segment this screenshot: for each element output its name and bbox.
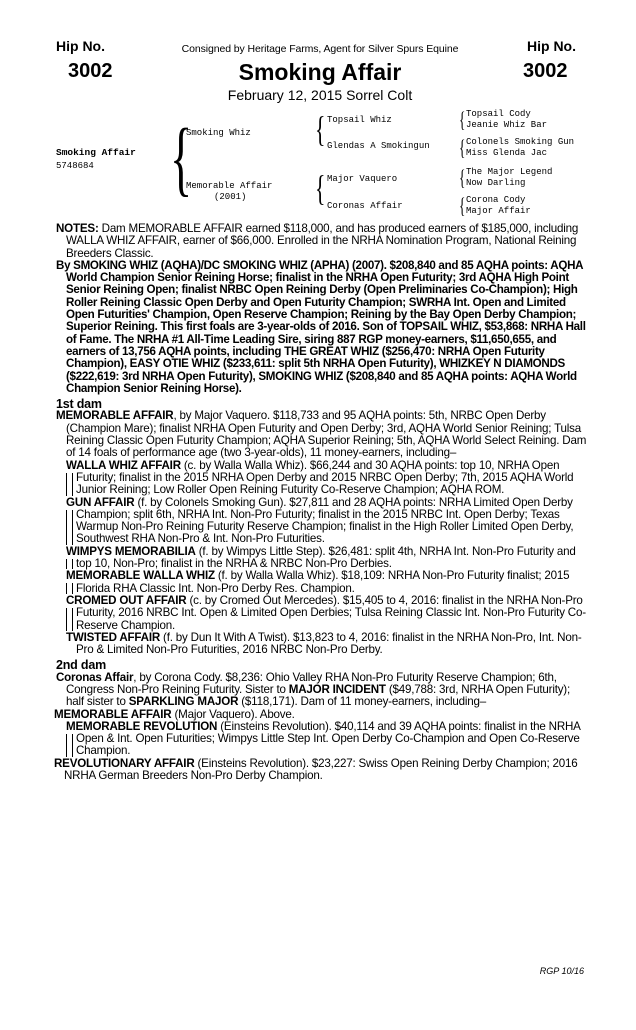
produce-entry: [56, 721, 588, 758]
notes-label: NOTES:: [56, 222, 99, 235]
pedigree-reg-number: 5748684: [56, 161, 94, 171]
pedigree-g8: Major Affair: [466, 206, 531, 216]
first-dam-text: , by Major Vaquero. $118,733 and 95 AQHA points: 5th, NRBC Open Derby (Champion Mare); finalist NRHA Open Futurity and Open Derby; 3rd, AQHA World Senior Reining; Tulsa Reining Classic Open Futurity Champion; AQHA Superior Reining; 5th, AQHA World Select Reining. Dam of 14 foals of performance age (two 3-year-olds), 11 money-earners, including–: [66, 409, 587, 460]
catalog-body: [56, 223, 588, 782]
second-dam-entry: [56, 672, 588, 709]
notes-paragraph: [56, 223, 588, 260]
pedigree-g1: Topsail Cody: [466, 109, 531, 119]
produce-name: MEMORABLE WALLA WHIZ: [66, 569, 215, 583]
produce-entry: [56, 460, 588, 497]
second-dam-half-sister: SPARKLING MAJOR: [128, 695, 239, 709]
pedigree-brace-g2: {: [459, 135, 466, 160]
hip-number-right: 3002: [523, 60, 568, 82]
second-dam-heading: 2nd dam: [56, 658, 106, 673]
produce-entry: [56, 570, 588, 595]
consignor-line: Consigned by Heritage Farms, Agent for Silver Spurs Equine: [181, 43, 459, 55]
produce-entry: [56, 497, 588, 546]
first-dam-heading: 1st dam: [56, 397, 102, 412]
produce-text: (f. by Colonels Smoking Gun). $27,811 and 28 AQHA points: NRHA Limited Open Derby Champion; split 6th, NRHA Int. Non-Pro Futurity; finalist in the 2015 NRBC Int. Open Derby; Texas Warmup Non-Pro Reining Futurity Reserve Champion; finalist in the High Roller Limited Open Derby, Southwest RHA Non-Pro & Int. Non-Pro Futurities.: [76, 495, 574, 546]
produce-name: WIMPYS MEMORABILIA: [66, 544, 196, 558]
hip-number-left: 3002: [68, 60, 113, 82]
pedigree-subject: Smoking Affair: [56, 147, 136, 158]
produce-text: (c. by Walla Walla Whiz). $66,244 and 30 AQHA points: top 10, NRHA Open Futurity; finalist in the 2015 NRHA Open Derby and 2015 NRBC Open Derby; 7th, 2015 AQHA World Junior Reining; Low Roller Open Reining Futurity Co-Reserve Champion; AQHA ROM.: [76, 458, 574, 497]
pedigree-brace-g1: {: [459, 107, 466, 132]
foaled-line: February 12, 2015 Sorrel Colt: [227, 87, 413, 103]
produce-text: (f. by Dun It With A Twist). $13,823 to 4, 2016: finalist in the NRHA Non-Pro, Int. Non-Pro & Limited Non-Pro Futurities, 2016 NRBC Non-Pro Derby.: [76, 630, 582, 657]
sire-paragraph: By SMOKING WHIZ (AQHA)/DC SMOKING WHIZ (APHA) (2007). $208,840 and 85 AQHA points: AQHA World Champion Senior Reining Horse; finalist in the NRHA Open Futurity; 3rd AQHA High Point Senior Reining Open; finalist NRBC Open Reining Derby (Open Preliminaries Co-Champion); High Roller Reining Classic Open Derby and Open Futurity Champion; SWRHA Int. Open and Limited Open Futurities' Champion, Open Reserve Champion; Reining by the Bay Open Derby Champion; Superior Reining. This first foals are 3-year-olds of 2016. Son of TOPSAIL WHIZ, $53,868: NRHA Hall of Fame. The NRHA #1 All-Time Leading Sire, siring 887 RGP money-earners, $11,650,655, and earners of 13,756 AQHA points, including THE GREAT WHIZ ($256,470: NRHA Open Futurity Champion), EASY OTIE WHIZ ($233,611: split 5th NRHA Open Futurity), WHIZKEY N DIAMONDS ($222,619: 3rd NRHA Open Futurity), SMOKING WHIZ ($208,840 and 85 AQHA points: AQHA World Champion Senior Reining Horse).: [56, 258, 586, 395]
produce-name: TWISTED AFFAIR: [66, 630, 161, 644]
produce-text: (c. by Cromed Out Mercedes). $15,405 to 4, 2016: finalist in the NRHA Non-Pro Futurity, 2016 NRBC Int. Open & Limited Open Derbies; Tulsa Reining Classic Int. Non-Pro Futurity Co-Reserve Champion.: [76, 593, 586, 632]
pedigree-dam-sire: Major Vaquero: [327, 174, 398, 184]
produce-text: (Einsteins Revolution). $23,227: Swiss Open Reining Derby Champion; 2016 NRHA German Breeders Non-Pro Derby Champion.: [64, 756, 578, 783]
produce-name: REVOLUTIONARY AFFAIR: [54, 756, 195, 770]
hip-label-left: Hip No.: [56, 38, 105, 54]
pedigree-dam-dam: Coronas Affair: [327, 201, 403, 211]
produce-text: (f. by Walla Walla Whiz). $18,109: NRHA Non-Pro Futurity finalist; 2015 Florida RHA Classic Int. Non-Pro Derby Res. Champion.: [76, 569, 570, 595]
second-dam-name: Coronas Affair: [56, 670, 134, 684]
first-dam-produce-list: [56, 460, 588, 657]
pedigree-brace-main: {: [170, 112, 193, 205]
pedigree-g3: Colonels Smoking Gun: [466, 137, 575, 147]
second-dam-text-3: ($118,171). Dam of 11 money-earners, including–: [238, 695, 486, 709]
produce-text: (f. by Wimpys Little Step). $26,481: split 4th, NRHA Int. Non-Pro Futurity and top 10, Non-Pro; finalist in the NRHA & NRBC Non-Pro Derbies.: [76, 544, 576, 571]
produce-entry: [56, 546, 588, 571]
produce-name: WALLA WHIZ AFFAIR: [66, 458, 181, 472]
first-dam-entry: [56, 410, 588, 459]
pedigree-brace-sire: {: [315, 109, 326, 149]
pedigree-brace-g3: {: [459, 165, 466, 190]
second-dam-text-2: ($49,788: 3rd, NRHA Open Futurity); half sister to: [66, 682, 570, 709]
pedigree-sire: Smoking Whiz: [186, 128, 251, 138]
pedigree-sire-sire: Topsail Whiz: [327, 115, 392, 125]
produce-entry: [56, 595, 588, 632]
hip-label-right: Hip No.: [527, 38, 576, 54]
pedigree-g6: Now Darling: [466, 178, 526, 188]
second-dam-text-1: , by Corona Cody. $8,236: Ohio Valley RHA Non-Pro Futurity Reserve Champion; 6th, Congress Non-Pro Reining Futurity. Sister to: [66, 670, 557, 696]
pedigree-g2: Jeanie Whiz Bar: [466, 120, 548, 130]
pedigree-brace-dam: {: [315, 168, 326, 208]
produce-entry: [56, 632, 588, 657]
pedigree-brace-g4: {: [459, 193, 466, 218]
notes-text: Dam MEMORABLE AFFAIR earned $118,000, and has produced earners of $185,000, including WALLA WHIZ AFFAIR, earner of $66,000. Enrolled in the NRHA Nomination Program, National Reining Breeders Classic.: [66, 222, 579, 260]
pedigree-g7: Corona Cody: [466, 195, 526, 205]
produce-text: (Einsteins Revolution). $40,114 and 39 AQHA points: finalist in the NRHA Open & Int. Open Futurities; Wimpys Little Step Int. Open Derby Co-Champion and Open Co-Reserve Champion.: [76, 719, 581, 758]
first-dam-name: MEMORABLE AFFAIR: [56, 409, 174, 423]
rgp-footer: RGP 10/16: [539, 966, 584, 976]
produce-name: MEMORABLE REVOLUTION: [66, 719, 218, 733]
second-dam-produce-list: [56, 709, 588, 783]
produce-name: GUN AFFAIR: [66, 495, 135, 509]
pedigree-g5: The Major Legend: [466, 167, 553, 177]
produce-text: (Major Vaquero). Above.: [171, 707, 295, 721]
pedigree-sire-dam: Glendas A Smokingun: [327, 141, 430, 151]
pedigree-dam: Memorable Affair: [186, 181, 273, 191]
pedigree-g4: Miss Glenda Jac: [466, 148, 548, 158]
second-dam-sister: MAJOR INCIDENT: [288, 682, 386, 696]
pedigree-dam-year: (2001): [214, 192, 247, 202]
produce-entry: [56, 758, 588, 783]
horse-name-title: Smoking Affair: [238, 59, 402, 85]
produce-name: MEMORABLE AFFAIR: [54, 707, 172, 721]
produce-name: CROMED OUT AFFAIR: [66, 593, 187, 607]
